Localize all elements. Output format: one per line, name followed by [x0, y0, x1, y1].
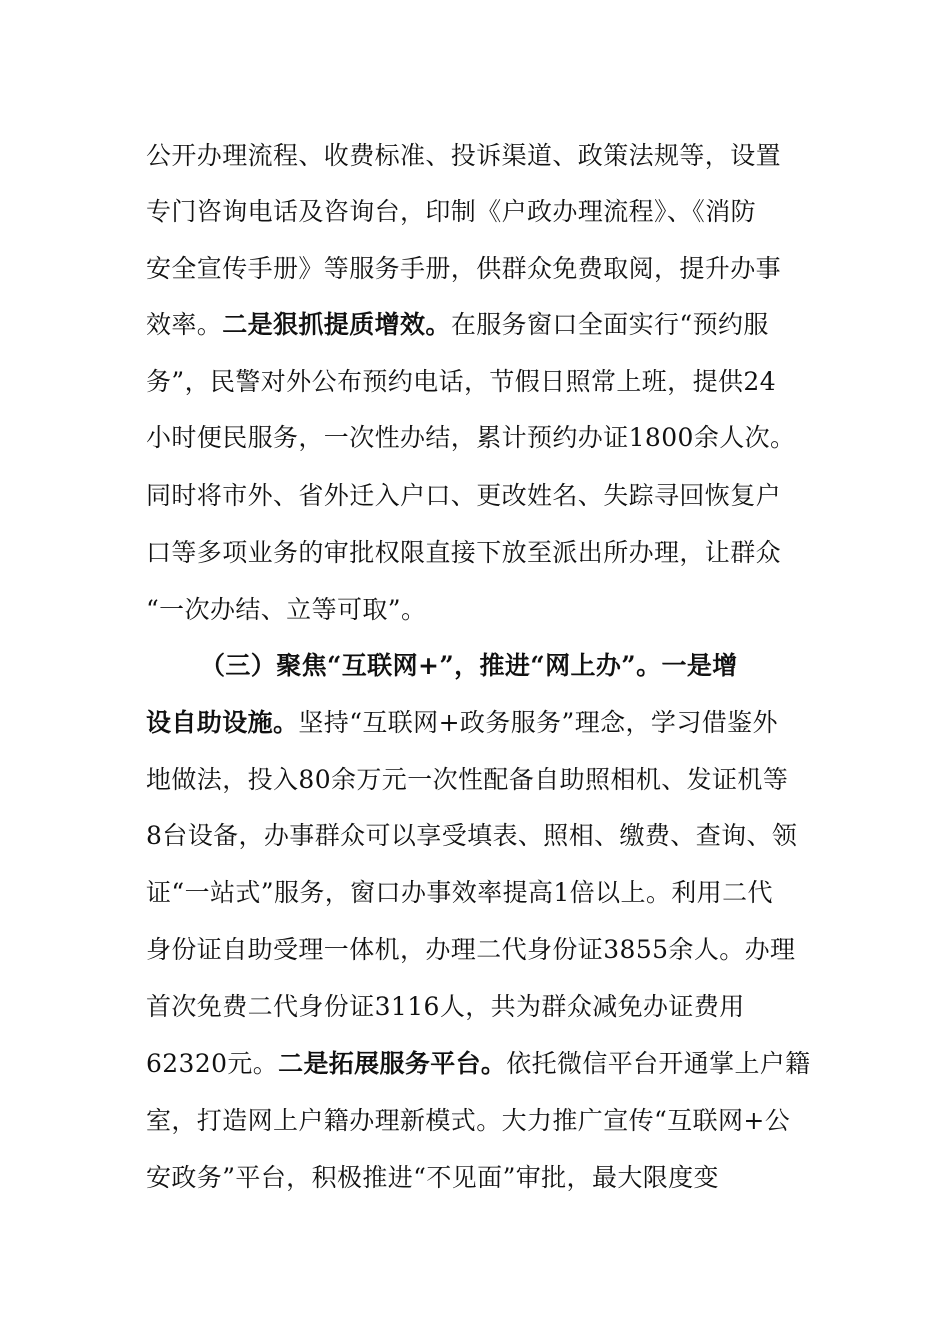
text-line: [146, 930, 811, 970]
text-line: [146, 590, 811, 630]
text-line: [146, 192, 811, 232]
text-line: [146, 816, 811, 856]
text-line: [146, 362, 811, 402]
text-run: 证“一站式”服务，窗口办事效率提高1倍以上。利用二代: [146, 878, 773, 907]
section-heading: [200, 646, 811, 686]
text-run: 安全宣传手册》等服务手册，供群众免费取阅，提升办事: [146, 254, 782, 283]
text-line: [146, 703, 811, 743]
text-run: 地做法，投入80余万元一次性配备自助照相机、发证机等: [146, 765, 789, 794]
text-line: [146, 987, 811, 1027]
text-run: 在服务窗口全面实行“预约服: [450, 310, 769, 339]
text-run: 务”，民警对外公布预约电话，节假日照常上班，提供24: [146, 367, 776, 396]
text-line: [146, 873, 811, 913]
text-line: [146, 1101, 811, 1141]
text-line: [146, 305, 811, 345]
text-run: 口等多项业务的审批权限直接下放至派出所办理，让群众: [146, 538, 782, 567]
text-run: 效率。: [146, 310, 223, 339]
bold-text-run: 二是狠抓提质增效。: [222, 310, 451, 339]
text-run: 同时将市外、省外迁入户口、更改姓名、失踪寻回恢复户: [146, 481, 782, 510]
text-line: [146, 136, 811, 176]
text-line: [146, 760, 811, 800]
text-line: [146, 476, 811, 516]
text-line: [146, 1158, 811, 1198]
text-run: 小时便民服务，一次性办结，累计预约办证1800余人次。: [146, 423, 796, 452]
bold-text-run: 设自助设施。: [146, 708, 299, 737]
bold-text-run: 二是拓展服务平台。: [278, 1049, 507, 1078]
text-line: [146, 1044, 811, 1084]
text-run: 坚持“互联网+政务服务”理念，学习借鉴外: [298, 708, 778, 737]
text-run: 专门咨询电话及咨询台，印制《户政办理流程》、《消防: [146, 197, 757, 226]
text-run: 安政务”平台，积极推进“不见面”审批，最大限度变: [146, 1163, 719, 1192]
text-run: 首次免费二代身份证3116人，共为群众减免办证费用: [146, 992, 745, 1021]
bold-text-run: （三）聚焦“互联网+”，推进“网上办”。一是增: [200, 651, 738, 680]
text-run: 62320元。: [146, 1049, 279, 1078]
text-run: 8台设备，办事群众可以享受填表、照相、缴费、查询、领: [146, 821, 798, 850]
text-line: [146, 418, 811, 458]
text-run: 室，打造网上户籍办理新模式。大力推广宣传“互联网+公: [146, 1106, 791, 1135]
text-run: 身份证自助受理一体机，办理二代身份证3855余人。办理: [146, 935, 796, 964]
text-run: “一次办结、立等可取”。: [146, 595, 427, 624]
text-run: 依托微信平台开通掌上户籍: [506, 1049, 811, 1078]
text-line: [146, 533, 811, 573]
text-run: 公开办理流程、收费标准、投诉渠道、政策法规等，设置: [146, 141, 782, 170]
text-line: [146, 249, 811, 289]
